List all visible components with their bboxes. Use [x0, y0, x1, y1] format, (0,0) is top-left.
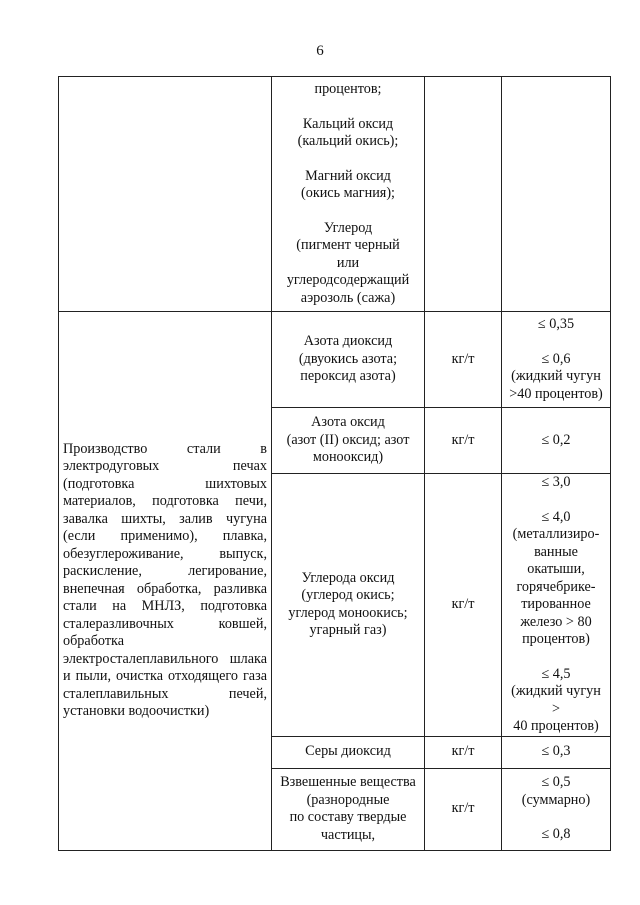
limit-line: ≤ 4,0	[541, 508, 571, 525]
unit-cell	[425, 736, 502, 768]
unit-cell	[425, 768, 502, 850]
limit-line: (жидкий чугун	[511, 368, 601, 384]
substance-cell	[272, 736, 425, 768]
unit-text: кг/т	[451, 596, 475, 612]
substance-line: или	[336, 254, 360, 271]
substance-line: (разнородные	[306, 791, 390, 808]
limit-line: тированное	[521, 596, 591, 612]
substance-line: (пигмент черный	[296, 237, 400, 253]
blank-line	[276, 99, 420, 116]
limit-line: ≤ 4,5	[541, 665, 571, 682]
process-cell-empty	[59, 77, 272, 312]
unit-cell	[425, 312, 502, 408]
substance-line: (двуокись азота;	[298, 350, 398, 367]
substance-line: Азота диоксид	[303, 333, 393, 350]
substance-line: процентов;	[314, 81, 382, 97]
blank-line	[506, 492, 606, 509]
table-row	[59, 312, 611, 408]
substance-cell	[272, 408, 425, 474]
limit-line: (суммарно)	[521, 791, 591, 808]
substance-cell	[272, 77, 425, 312]
substance-line: Кальций оксид	[302, 115, 394, 132]
unit-text: кг/т	[451, 743, 475, 760]
limit-line: ≤ 0,5	[541, 774, 571, 791]
substance-line: аэрозоль (сажа)	[300, 289, 396, 306]
process-description: Производство стали в электродуговых печах (подготовка шихтовых материалов, подготовка печи, завалка шихты, залив чугуна (если применимо), плавка, обезуглероживание, выпуск, раскисление, легирование, внепечная обработка, разливка стали на МНЛЗ, подготовка сталеразливочных ковшей, обработка электросталеплавильного шлака и пыли, очистка отходящего газа сталеплавильных печей, установки водоочистки)	[63, 440, 267, 720]
substance-line: Серы диоксид	[305, 743, 391, 760]
substance-line: угарный газ)	[309, 622, 387, 639]
substance-line: Азота оксид	[311, 414, 385, 431]
limit-line: горячебрике-	[516, 578, 596, 595]
emissions-table	[58, 76, 611, 851]
blank-line	[276, 151, 420, 168]
blank-line	[506, 649, 606, 666]
limit-cell	[502, 77, 611, 312]
limit-line: ванные	[534, 543, 578, 560]
limit-cell	[502, 768, 611, 850]
limit-cell	[502, 736, 611, 768]
unit-cell	[425, 77, 502, 312]
table-row	[59, 77, 611, 312]
limit-line: окатыши,	[527, 561, 585, 577]
substance-cell	[272, 768, 425, 850]
substance-line: Углерод	[323, 219, 373, 236]
limit-line: процентов)	[522, 631, 590, 647]
unit-cell	[425, 408, 502, 474]
limit-line: ≤ 0,6	[541, 350, 571, 367]
limit-line: ≤ 0,8	[541, 826, 571, 843]
substance-line: (окись магния);	[301, 185, 395, 201]
substance-line: (кальций окись);	[297, 133, 399, 149]
limit-cell	[502, 474, 611, 737]
blank-line	[506, 809, 606, 826]
substance-cell	[272, 312, 425, 408]
substance-line: углеродсодержащий	[286, 272, 410, 288]
limit-line: железо > 80	[520, 613, 592, 630]
limit-line: ≤ 0,3	[541, 743, 571, 760]
page-number: 6	[316, 43, 324, 59]
substance-line: Углерода оксид	[301, 569, 395, 586]
substance-line: монооксид)	[312, 449, 384, 466]
limit-line: ≤ 0,35	[537, 316, 575, 332]
unit-cell	[425, 474, 502, 737]
limit-line: (металлизиро-	[512, 526, 600, 542]
limit-line: >40 процентов)	[509, 385, 603, 402]
limit-cell	[502, 408, 611, 474]
process-description-cell	[59, 312, 272, 851]
unit-text: кг/т	[451, 800, 475, 817]
limit-line: 40 процентов)	[513, 718, 599, 734]
blank-line	[506, 334, 606, 351]
substance-line: пероксид азота)	[300, 368, 396, 385]
blank-line	[276, 203, 420, 220]
substance-line: Магний оксид	[305, 167, 391, 184]
substance-line: Взвешенные вещества	[280, 774, 416, 790]
limit-line: ≤ 3,0	[541, 474, 571, 490]
substance-line: (азот (II) оксид; азот	[286, 431, 410, 448]
substance-cell	[272, 474, 425, 737]
limit-cell	[502, 312, 611, 408]
substance-line: по составу твердые	[289, 809, 407, 825]
substance-line: (углерод окись;	[301, 587, 395, 604]
substance-line: углерод моноокись;	[288, 604, 408, 621]
limit-line: ≤ 0,2	[541, 431, 571, 448]
unit-text: кг/т	[451, 431, 475, 448]
limit-line: (жидкий чугун >	[511, 683, 601, 717]
substance-line: частицы,	[320, 826, 376, 843]
unit-text: кг/т	[451, 350, 475, 367]
